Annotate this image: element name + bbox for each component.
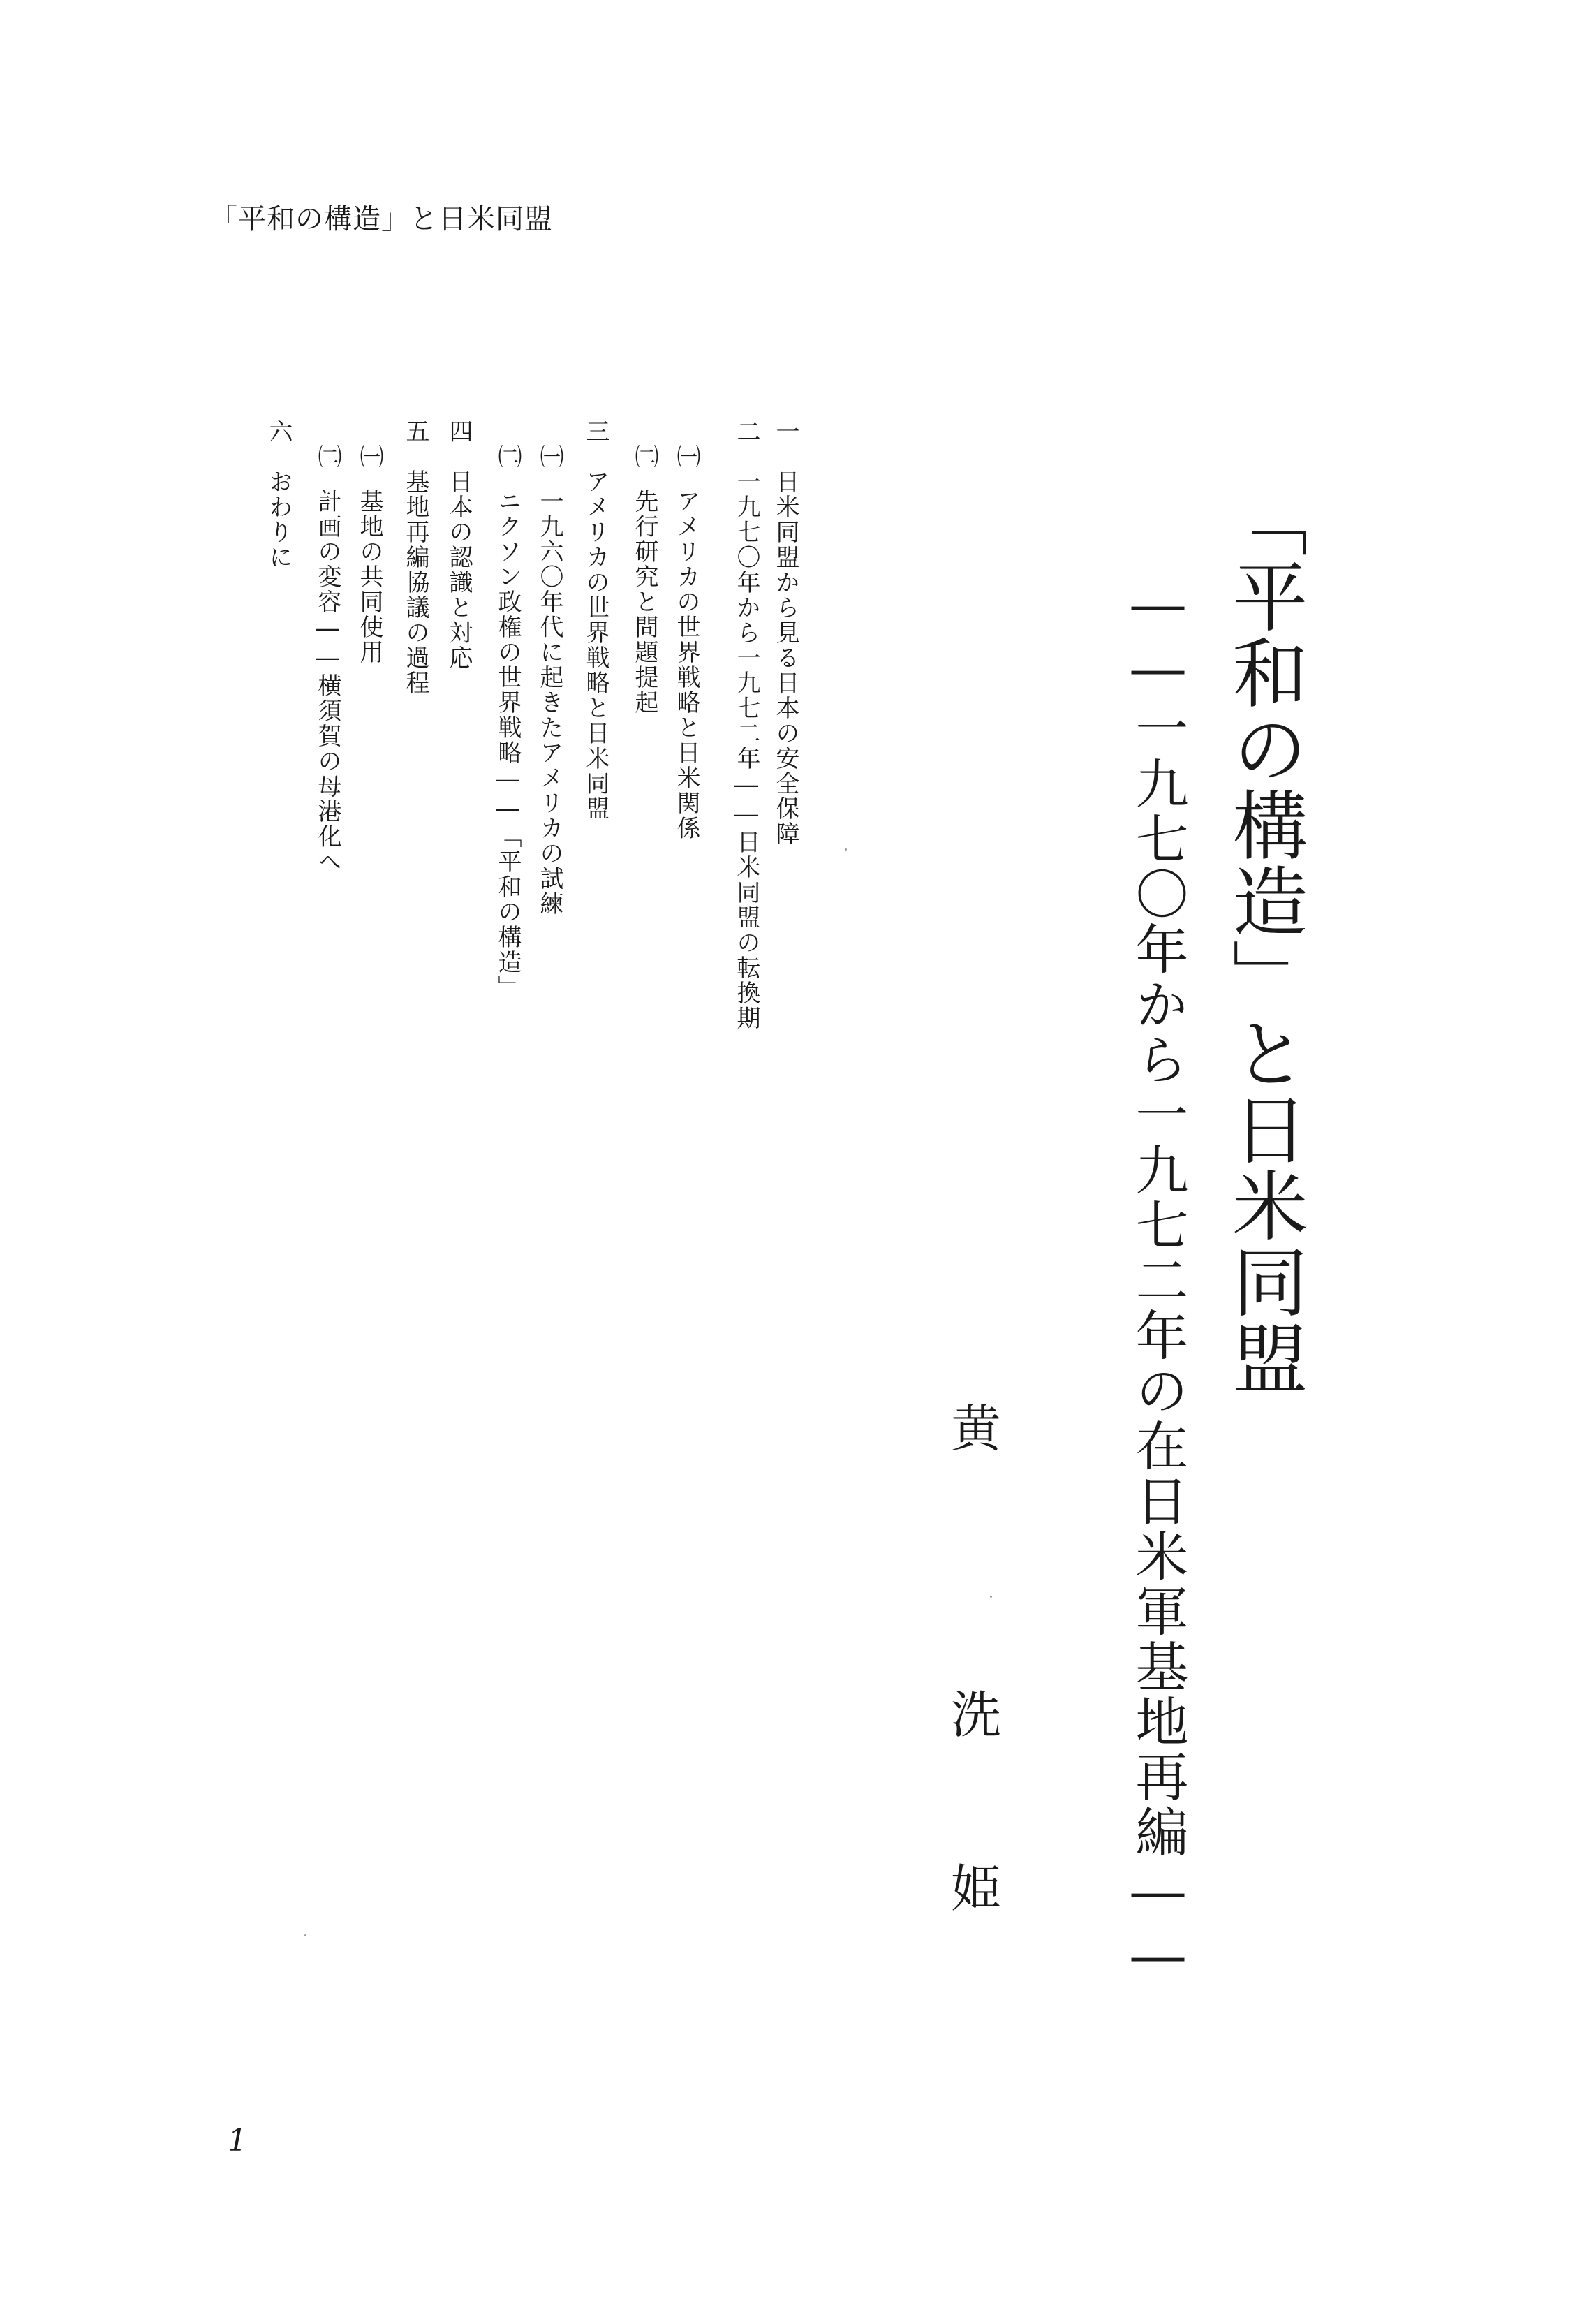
toc-item-3-text: アメリカの世界戦略と日米関係 <box>672 489 700 841</box>
toc-item-1-text: 日米同盟から見る日本の安全保障 <box>771 469 799 846</box>
scan-speck <box>990 1596 992 1598</box>
toc-item-12-text: おわりに <box>265 469 293 570</box>
toc-item-8-text: 日本の認識と対応 <box>445 469 473 670</box>
toc-item-8-number: 四 <box>445 419 473 443</box>
toc-item-9-text: 基地再編協議の過程 <box>401 469 429 696</box>
toc-item-4-number: ㈡ <box>630 444 658 468</box>
toc-item-6-text: 一九六〇年代に起きたアメリカの試練 <box>535 489 563 916</box>
author-name-char-3: 姫 <box>951 1859 1002 1918</box>
article-title: 「平和の構造」と日米同盟 <box>1220 482 1307 1395</box>
author-name-char-2: 洗 <box>951 1686 1002 1744</box>
toc-item-10-number: ㈠ <box>355 444 383 468</box>
toc-item-6-number: ㈠ <box>535 444 563 468</box>
toc-item-10-text: 基地の共同使用 <box>355 489 383 665</box>
article-subtitle: ――一九七〇年から一九七二年の在日米軍基地再編―― <box>1127 573 1189 1988</box>
scan-speck <box>304 1934 306 1936</box>
toc-item-7-text: ニクソン政権の世界戦略――「平和の構造」 <box>494 489 522 1000</box>
toc-item-12-number: 六 <box>265 419 293 443</box>
toc-item-5-text: アメリカの世界戦略と日米同盟 <box>582 469 609 821</box>
toc-item-7-number: ㈡ <box>494 444 522 468</box>
toc-item-4-text: 先行研究と問題提起 <box>630 489 658 715</box>
toc-item-11-number: ㈡ <box>313 444 341 468</box>
toc-item-5-number: 三 <box>582 419 609 443</box>
toc-item-11-text: 計画の変容――横須賀の母港化へ <box>313 489 341 874</box>
toc-item-1-number: 一 <box>771 419 799 443</box>
scan-speck <box>845 848 847 851</box>
toc-item-2-number: 二 <box>732 419 760 443</box>
page-number: 1 <box>228 2123 247 2158</box>
toc-item-9-number: 五 <box>401 419 429 443</box>
running-header: 「平和の構造」と日米同盟 <box>209 203 553 235</box>
author-name-char-1: 黄 <box>951 1399 1002 1458</box>
toc-item-2-text: 一九七〇年から一九七二年――日米同盟の転換期 <box>732 469 760 1031</box>
toc-item-3-number: ㈠ <box>672 444 700 468</box>
